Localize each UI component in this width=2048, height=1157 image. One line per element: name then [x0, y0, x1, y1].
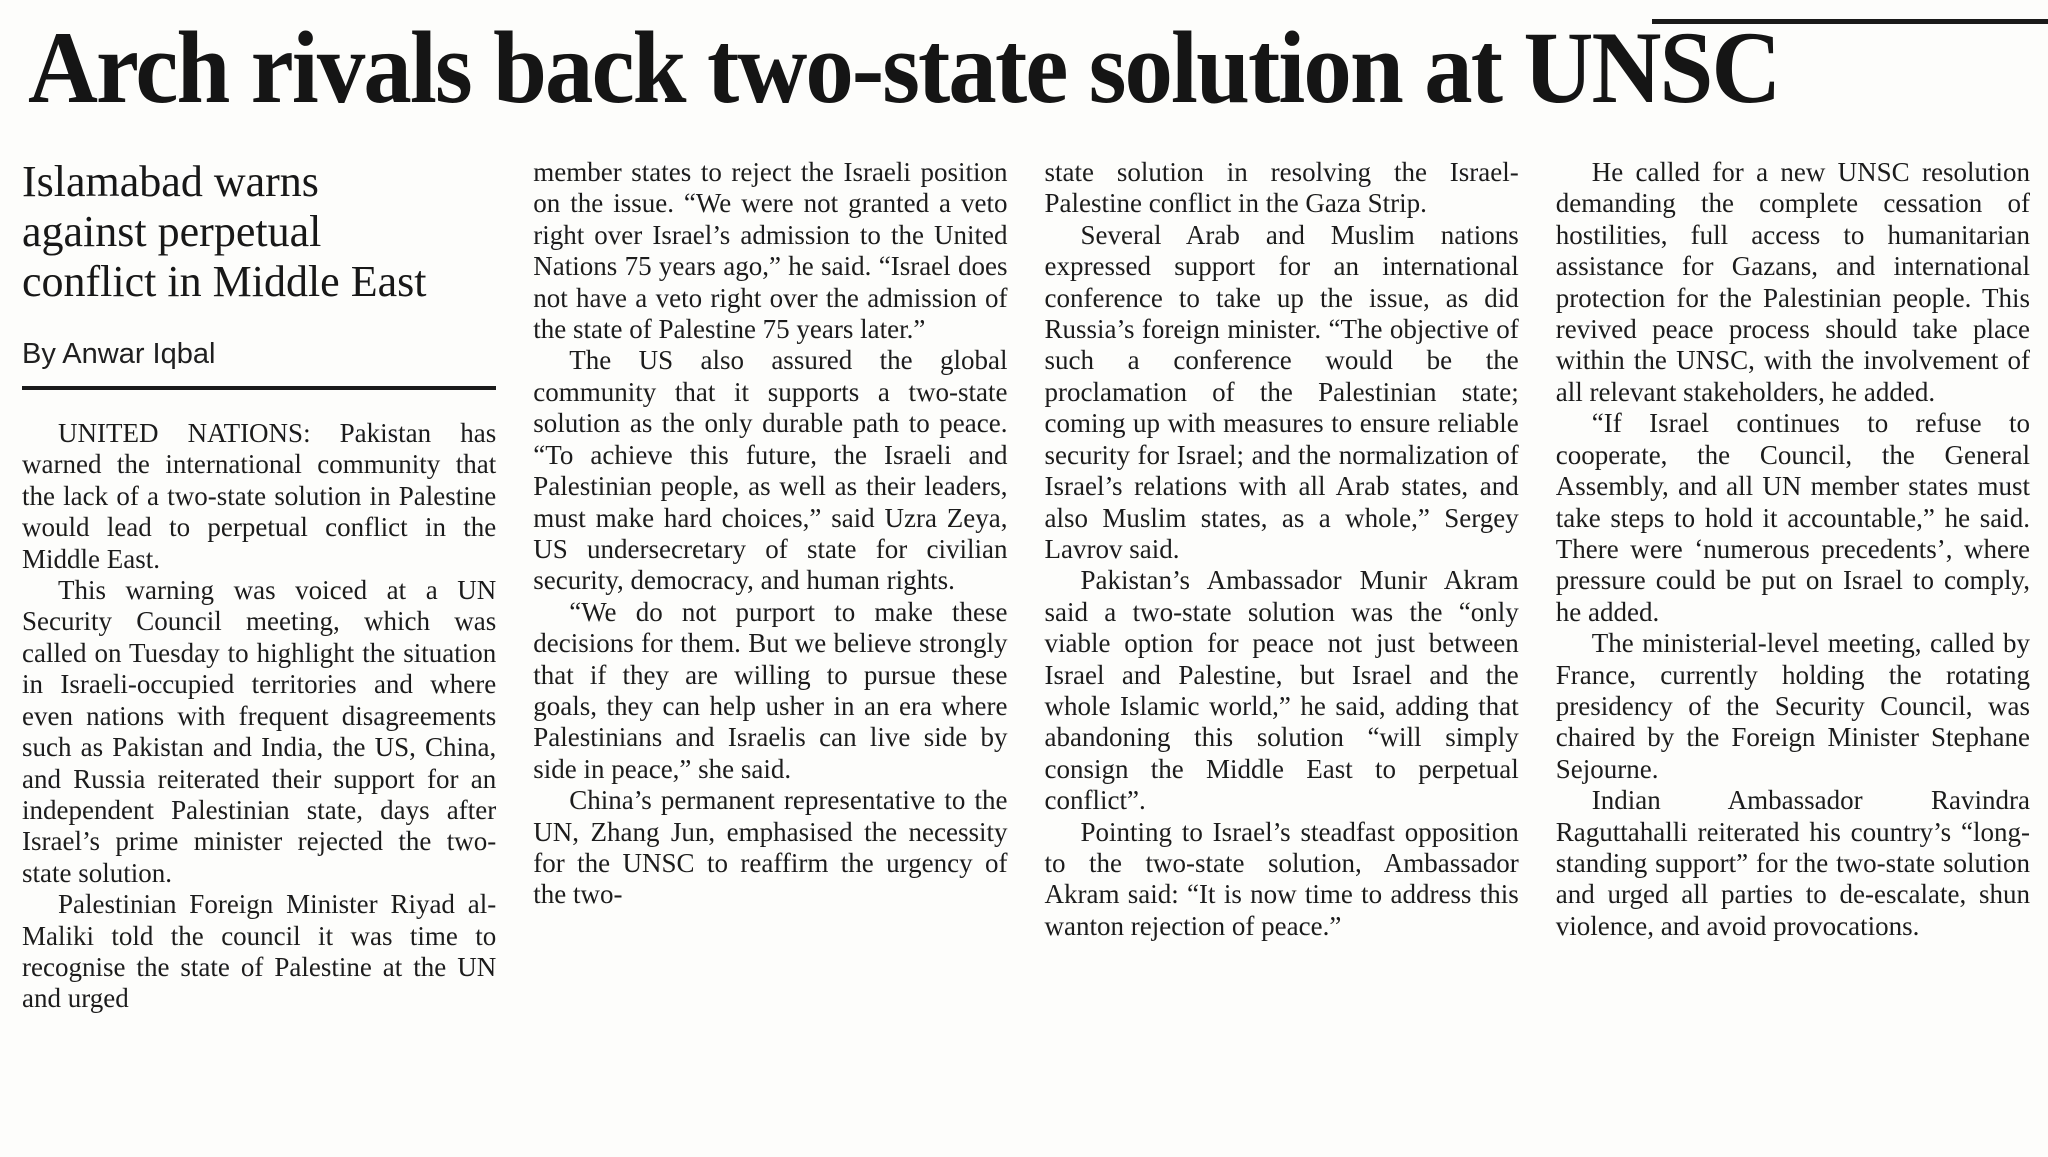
article-paragraph: “If Israel continues to refuse to cooperate, the Council, the General Assembly, and all UN member states must take steps to hold it accountable,” he said. There were ‘numerous precedents’, where pressure could be put on Israel to comply, he added.: [1555, 408, 2030, 627]
article-column-2: [533, 157, 1007, 1015]
article-column-3: [1045, 157, 1519, 1015]
article-paragraph: The US also assured the global community that it supports a two-state solution as the only durable path to peace. “To achieve this future, the Israeli and Palestinian people, as well as their leaders, must make hard choices,” said Uzra Zeya, US undersecretary of state for civilian security, democracy, and human rights.: [533, 345, 1008, 596]
byline-rule: [22, 386, 496, 390]
article-paragraph: China’s permanent representative to the UN, Zhang Jun, emphasised the necessity for the UNSC to reaffirm the urgency of the two-: [533, 785, 1008, 910]
newspaper-page: [0, 11, 2048, 1157]
article-body: [0, 121, 2048, 1015]
article-paragraph: He called for a new UNSC resolution demanding the complete cessation of hostilities, full access to humanitarian assistance for Gazans, and international protection for the Palestinian people. This revived peace process should take place within the UNSC, with the involvement of all relevant stakeholders, he added.: [1555, 157, 2030, 407]
article-paragraph: “We do not purport to make these decisions for them. But we believe strongly that if they are willing to pursue these goals, they can help usher in an era where Palestinians and Israelis can live side by side in peace,” she said.: [533, 596, 1008, 784]
article-paragraph: Several Arab and Muslim nations expressed support for an international conference to take up the issue, as did Russia’s foreign minister. “The objective of such a conference would be the proclamation of the Palestinian state; coming up with measures to ensure reliable security for Israel; and the normalization of Israel’s relations with all Arab states, and also Muslim states, as a whole,” Sergey Lavrov said.: [1044, 219, 1519, 564]
subheadline: Islamabad warns against perpetual conflict in Middle East: [22, 157, 427, 307]
byline: By Anwar Iqbal: [22, 338, 216, 371]
article-paragraph: This warning was voiced at a UN Security Council meeting, which was called on Tuesday to highlight the situation in Israeli-occupied territories and where even nations with frequent disagreements such as Pakistan and India, the US, China, and Russia reiterated their support for an independent Palestinian state, days after Israel’s prime minister rejected the two-state solution.: [22, 575, 497, 888]
article-column-4: [1556, 157, 2030, 1015]
article-paragraph: Indian Ambassador Ravindra Raguttahalli reiterated his country’s “long-standing support” for the two-state solution and urged all parties to de-escalate, shun violence, and avoid provocations.: [1555, 785, 2030, 941]
article-column-1: [22, 157, 496, 1015]
article-paragraph: Pointing to Israel’s steadfast opposition to the two-state solution, Ambassador Akram said: “It is now time to address this wanton rejection of peace.”: [1044, 816, 1519, 941]
article-paragraph: The ministerial-level meeting, called by France, currently holding the rotating presidency of the Security Council, was chaired by the Foreign Minister Stephane Sejourne.: [1555, 628, 2030, 784]
headline: Arch rivals back two-state solution at UNSC: [28, 11, 1780, 125]
article-paragraph: UNITED NATIONS: Pakistan has warned the international community that the lack of a two-state solution in Palestine would lead to perpetual conflict in the Middle East.: [22, 418, 497, 574]
article-paragraph: Palestinian Foreign Minister Riyad al-Maliki told the council it was time to recognise the state of Palestine at the UN and urged: [22, 889, 497, 1014]
article-paragraph: member states to reject the Israeli position on the issue. “We were not granted a veto right over Israel’s admission to the United Nations 75 years ago,” he said. “Israel does not have a veto right over the admission of the state of Palestine 75 years later.”: [533, 157, 1008, 345]
article-paragraph: Pakistan’s Ambassador Munir Akram said a two-state solution was the “only viable option for peace not just between Israel and Palestine, but Israel and the whole Islamic world,” he said, adding that abandoning this solution “will simply consign the Middle East to perpetual conflict”.: [1044, 565, 1519, 816]
article-paragraph: state solution in resolving the Israel-Palestine conflict in the Gaza Strip.: [1044, 157, 1519, 219]
